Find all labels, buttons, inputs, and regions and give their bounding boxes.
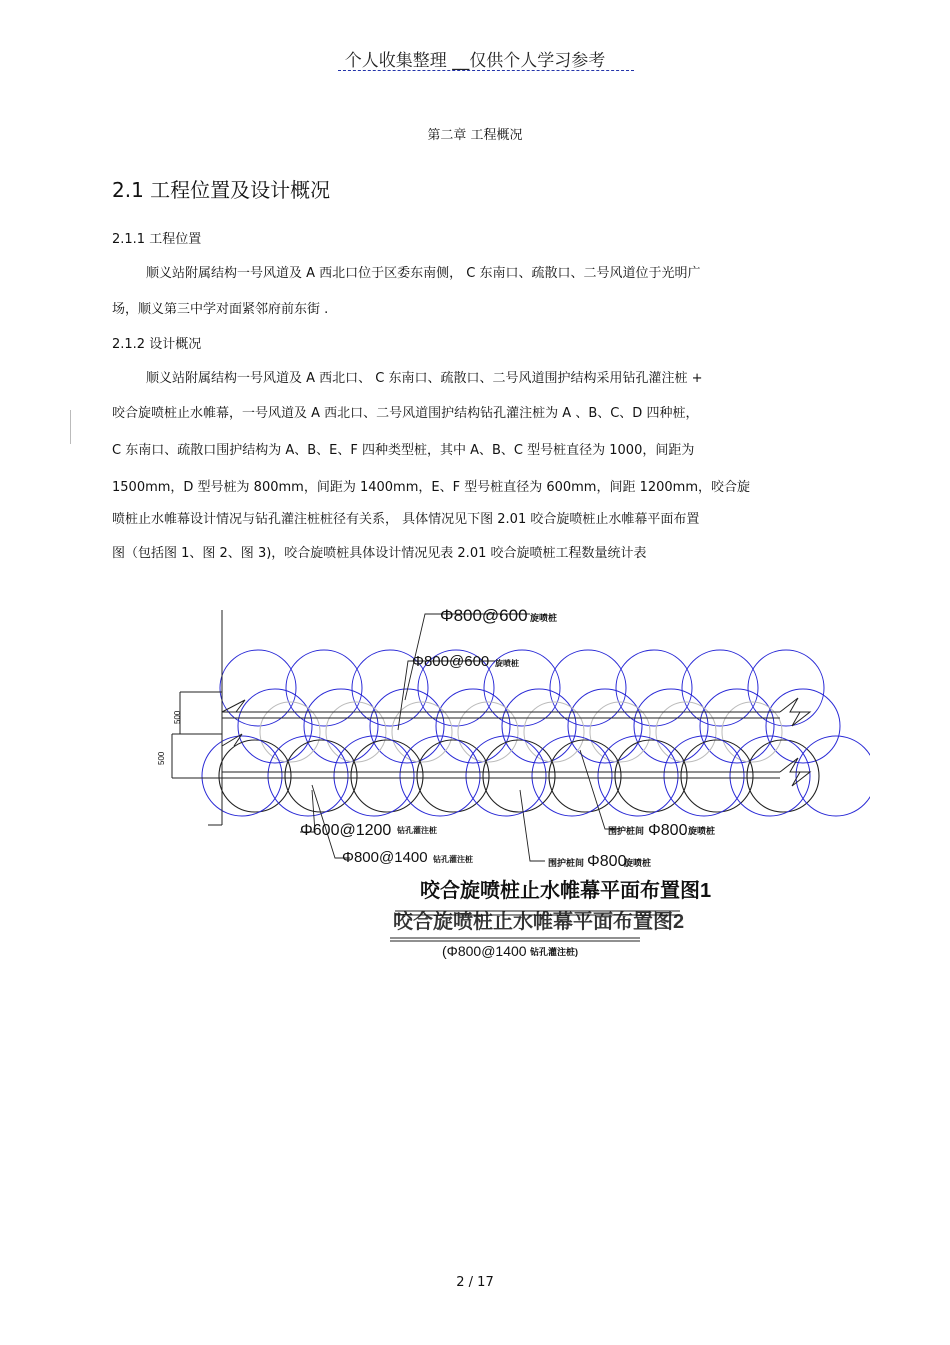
bored-pile bbox=[747, 740, 819, 812]
jet-grout-pile bbox=[682, 650, 758, 726]
bored-pile-faint bbox=[722, 702, 782, 762]
bored-pile bbox=[681, 740, 753, 812]
bored-pile bbox=[615, 740, 687, 812]
label-jet-grout-suffix-b: 旋喷桩 bbox=[495, 659, 519, 668]
jet-grout-pile bbox=[238, 689, 312, 763]
paragraph-line: 顺义站附属结构一号风道及 A 西北口、 C 东南口、疏散口、二号风道围护结构采用钻孔灌注桩 + bbox=[146, 371, 703, 386]
label-between-piles-suffix-a: 旋喷桩 bbox=[688, 826, 716, 836]
label-bored-800-1400: Φ800@1400 bbox=[342, 849, 428, 866]
bored-pile-faint bbox=[260, 702, 320, 762]
section-title: 2.1 工程位置及设计概况 bbox=[112, 178, 331, 202]
caption-figure-2: 咬合旋喷桩止水帷幕平面布置图2 bbox=[393, 911, 685, 933]
paragraph-line: C 东南口、疏散口围护结构为 A、B、E、F 四种类型桩，其中 A、B、C 型号桩直径为 1000，间距为 bbox=[112, 443, 695, 458]
jet-grout-pile bbox=[286, 650, 362, 726]
jet-grout-pile bbox=[202, 736, 282, 816]
bored-pile-faint bbox=[458, 702, 518, 762]
caption-figure-2-spec: (Φ800@1400 bbox=[442, 943, 527, 959]
label-bored-600-1200: Φ600@1200 bbox=[300, 822, 392, 839]
subsection-title-design: 2.1.2 设计概况 bbox=[112, 337, 202, 352]
bored-pile bbox=[483, 740, 555, 812]
bored-pile-faint bbox=[590, 702, 650, 762]
bored-pile bbox=[219, 740, 291, 812]
caption-figure-2-spec-suffix: 钻孔灌注桩) bbox=[530, 947, 578, 957]
paragraph-line: 场，顺义第三中学对面紧邻府前东街 . bbox=[112, 302, 329, 317]
jet-grout-pile bbox=[436, 689, 510, 763]
chapter-title: 第二章 工程概况 bbox=[427, 128, 523, 143]
structure-lines bbox=[172, 610, 810, 825]
jet-grout-pile bbox=[268, 736, 348, 816]
bored-pile-faint bbox=[656, 702, 716, 762]
paragraph-line: 喷桩止水帷幕设计情况与钻孔灌注桩桩径有关系， 具体情况见下图 2.01 咬合旋喷桩止水帷幕平面布置 bbox=[112, 512, 700, 527]
jet-grout-pile bbox=[502, 689, 576, 763]
label-between-piles-prefix-b: 围护桩间 bbox=[548, 858, 585, 868]
jet-grout-pile bbox=[304, 689, 378, 763]
jet-grout-pile bbox=[700, 689, 774, 763]
label-bored-suffix-a: 钻孔灌注桩 bbox=[397, 826, 437, 835]
dimension-500-a: 500 bbox=[173, 710, 182, 724]
pile-layout-diagram bbox=[150, 600, 870, 970]
bored-pile bbox=[285, 740, 357, 812]
bored-pile-faint bbox=[326, 702, 386, 762]
jet-grout-pile bbox=[400, 736, 480, 816]
label-jet-grout-suffix-a: 旋喷桩 bbox=[530, 613, 558, 623]
jet-grout-pile bbox=[748, 650, 824, 726]
bored-pile bbox=[351, 740, 423, 812]
jet-grout-pile bbox=[370, 689, 444, 763]
paragraph-line: 1500mm，D 型号桩为 800mm，间距为 1400mm，E、F 型号桩直径为 600mm，间距 1200mm，咬合旋 bbox=[112, 480, 751, 495]
paragraph-line: 顺义站附属结构一号风道及 A 西北口位于区委东南侧， C 东南口、疏散口、二号风道位于光明广 bbox=[146, 266, 701, 281]
label-between-piles-800-b: Φ800 bbox=[587, 853, 627, 870]
label-between-piles-800-a: Φ800 bbox=[648, 822, 688, 839]
jet-grout-pile bbox=[616, 650, 692, 726]
jet-grout-piles-row-bottom bbox=[202, 736, 870, 816]
diagram-labels bbox=[157, 606, 715, 959]
dimension-500-b: 500 bbox=[157, 751, 166, 765]
page-header: 个人收集整理 __仅供个人学习参考 bbox=[344, 51, 606, 71]
jet-grout-pile bbox=[334, 736, 414, 816]
jet-grout-pile bbox=[664, 736, 744, 816]
label-bored-suffix-b: 钻孔灌注桩 bbox=[433, 855, 473, 864]
caption-figure-1: 咬合旋喷桩止水帷幕平面布置图1 bbox=[420, 880, 712, 902]
label-jet-grout-800-600-a: Φ800@600 bbox=[440, 606, 528, 625]
jet-grout-pile bbox=[220, 650, 296, 726]
paragraph-line: 咬合旋喷桩止水帷幕，一号风道及 A 西北口、二号风道围护结构钻孔灌注桩为 A 、B、C、D 四种桩， bbox=[112, 406, 699, 421]
jet-grout-pile bbox=[766, 689, 840, 763]
bored-pile bbox=[549, 740, 621, 812]
label-between-piles-suffix-b: 旋喷桩 bbox=[624, 858, 652, 868]
jet-grout-pile bbox=[634, 689, 708, 763]
bored-pile bbox=[417, 740, 489, 812]
label-between-piles-prefix-a: 围护桩间 bbox=[608, 826, 645, 836]
header-underline bbox=[338, 70, 634, 71]
paragraph-line: 图（包括图 1、图 2、图 3)，咬合旋喷桩具体设计情况见表 2.01 咬合旋喷桩工程数量统计表 bbox=[112, 546, 647, 561]
jet-grout-pile bbox=[568, 689, 642, 763]
label-jet-grout-800-600-b: Φ800@600 bbox=[412, 653, 490, 670]
jet-grout-pile bbox=[466, 736, 546, 816]
subsection-title-location: 2.1.1 工程位置 bbox=[112, 232, 202, 247]
jet-grout-pile bbox=[532, 736, 612, 816]
page-number: 2 / 17 bbox=[456, 1275, 494, 1290]
jet-grout-pile bbox=[598, 736, 678, 816]
bored-pile-faint bbox=[524, 702, 584, 762]
jet-grout-pile bbox=[550, 650, 626, 726]
margin-mark bbox=[70, 410, 71, 444]
